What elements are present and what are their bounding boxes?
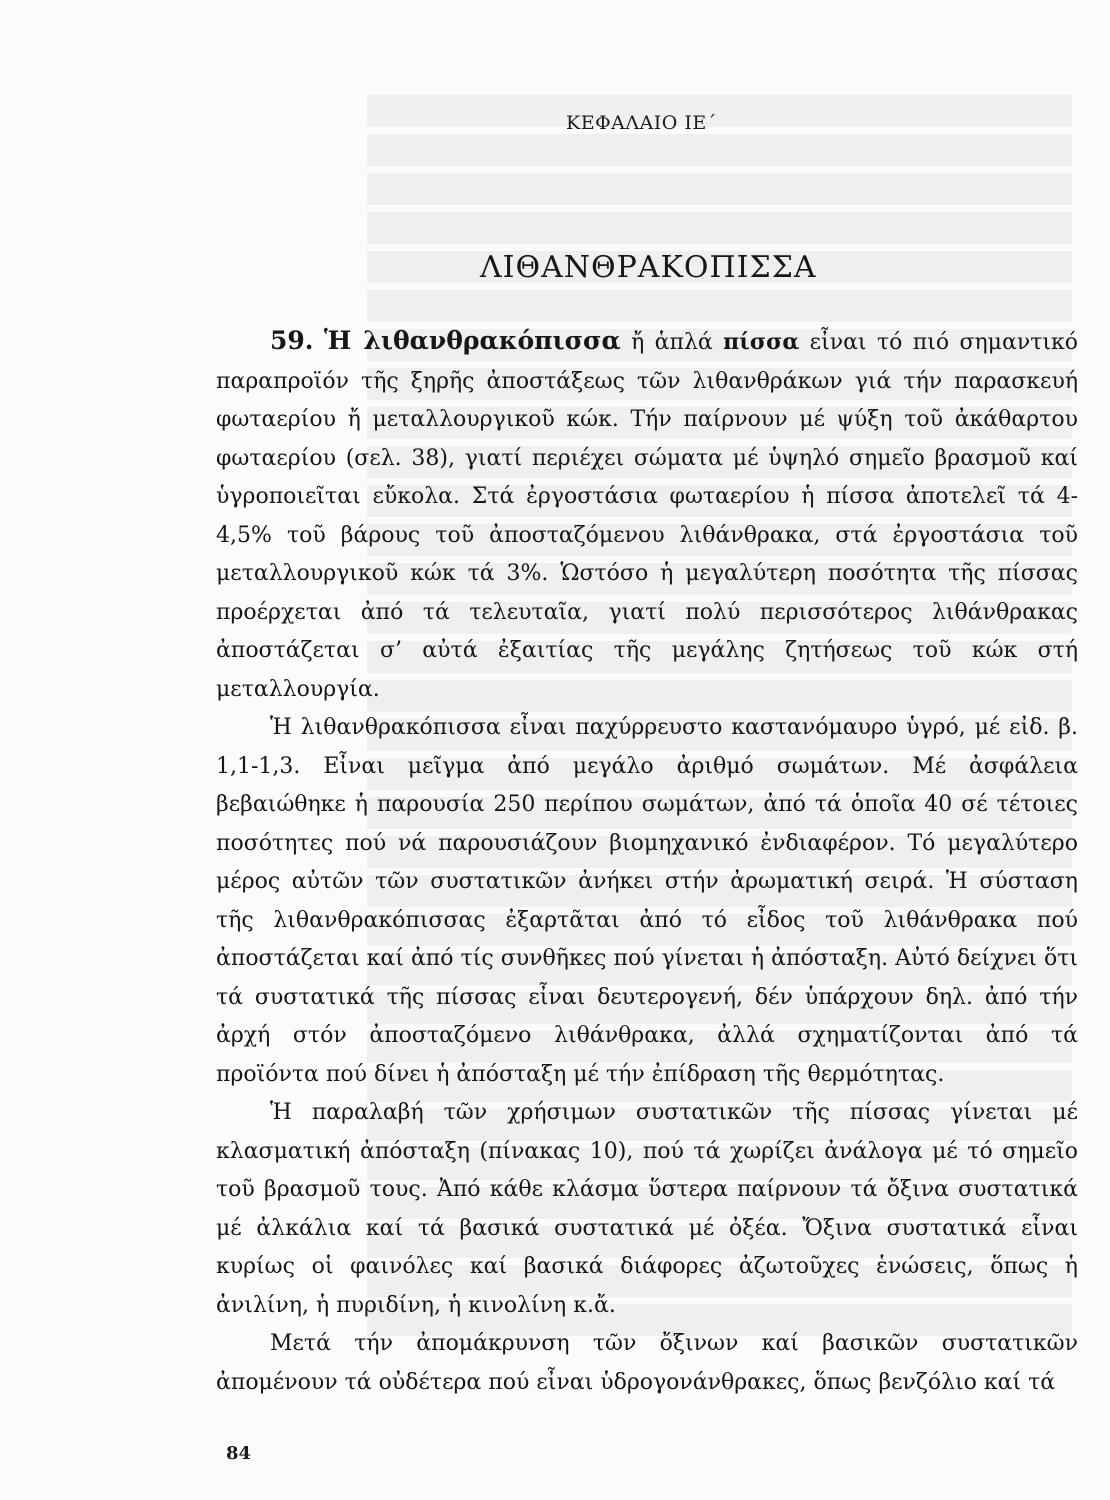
paragraph-neutral-components: Μετά τήν ἀπομάκρυνση τῶν ὄξινων καί βασικῶν συστατικῶν ἀπομένουν τά οὐδέτερα πού εἶναι ὑδρογονάνθρακες, ὅπως βενζόλιο καί τά	[216, 1331, 1078, 1395]
paragraph-text: εἶναι τό πιό σημαντικό παραπροϊόν τῆς ξηρῆς ἀποστάξεως τῶν λιθανθράκων γιά τήν παρασκευή φωταερίου ἤ μεταλλουργικοῦ κώκ. Τήν παίρνουν μέ ψύξη τοῦ ἀκάθαρτου φωταερίου (σελ. 38), γιατί περιέχει σώματα μέ ὑψηλό σημεῖο βρασμοῦ καί ὑγροποιεῖται εὔκολα. Στά ἐργοστάσια φωταερίου ἡ πίσσα ἀποτελεῖ τά 4-4,5% τοῦ βάρους τοῦ ἀποσταζόμενου λιθάνθρακα, στά ἐργοστάσια τοῦ μεταλλουργικοῦ κώκ τά 3%. Ὡστόσο ἡ μεγαλύτερη ποσότητα τῆς πίσσας προέρχεται ἀπό τά τελευταῖα, γιατί πολύ περισσότερος λιθάνθρακας ἀποστάζεται σ’ αὐτά ἐξαιτίας τῆς μεγάλης ζητήσεως τοῦ κώκ στή μεταλλουργία.	[216, 330, 1078, 702]
chapter-heading: ΚΕΦΑΛΑΙΟ ΙΕ΄	[566, 112, 717, 134]
body-text	[216, 322, 1078, 1402]
emphasized-term: πίσσα	[723, 329, 800, 355]
paragraph-distillation: Ἡ παραλαβή τῶν χρήσιμων συστατικῶν τῆς πίσσας γίνεται μέ κλασματική ἀπόσταξη (πίνακας 10), πού τά χωρίζει ἀνάλογα μέ τό σημεῖο τοῦ βρασμοῦ τους. Ἀπό κάθε κλάσμα ὕστερα παίρνουν τά ὄξινα συστατικά μέ ἀλκάλια καί τά βασικά συστατικά μέ ὀξέα. Ὄξινα συστατικά εἶναι κυρίως οἱ φαινόλες καί βασικά διάφορες ἀζωτοῦχες ἑνώσεις, ὅπως ἡ ἀνιλίνη, ἡ πυριδίνη, ἡ κινολίνη κ.ἄ.	[216, 1100, 1078, 1318]
section-number: 59.	[270, 326, 314, 355]
lead-term: Ἡ λιθανθρακόπισσα	[323, 326, 621, 355]
page-number: 84	[226, 1443, 252, 1464]
paragraph-59	[216, 322, 1078, 709]
paragraph-composition: Ἡ λιθανθρακόπισσα εἶναι παχύρρευστο καστανόμαυρο ὑγρό, μέ εἰδ. β. 1,1-1,3. Εἶναι μεῖγμα ἀπό μεγάλο ἀριθμό σωμάτων. Μέ ἀσφάλεια βεβαιώθηκε ἡ παρουσία 250 περίπου σωμάτων, ἀπό τά ὁποῖα 40 σέ τέτοιες ποσότητες πού νά παρουσιάζουν βιομηχανικό ἐνδιαφέρον. Τό μεγαλύτερο μέρος αὐτῶν τῶν συστατικῶν ἀνήκει στήν ἀρωματική σειρά. Ἡ σύσταση τῆς λιθανθρακόπισσας ἐξαρτᾶται ἀπό τό εἶδος τοῦ λιθάνθρακα πού ἀποστάζεται καί ἀπό τίς συνθῆκες πού γίνεται ἡ ἀπόσταξη. Αὐτό δείχνει ὅτι τά συστατικά τῆς πίσσας εἶναι δευτερογενή, δέν ὑπάρχουν δηλ. ἀπό τήν ἀρχή στόν ἀποσταζόμενο λιθάνθρακα, ἀλλά σχηματίζονται ἀπό τά προϊόντα πού δίνει ἡ ἀπόσταξη μέ τήν ἐπίδραση τῆς θερμότητας.	[216, 715, 1078, 1087]
section-title: ΛΙΘΑΝΘΡΑΚΟΠΙΣΣΑ	[480, 250, 817, 285]
paragraph-text-fragment: ἤ ἁπλά	[620, 330, 724, 355]
